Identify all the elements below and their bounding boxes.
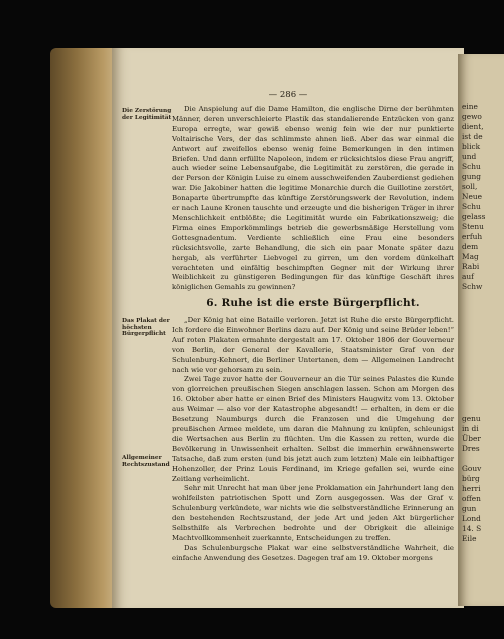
facing-page-line: erfuh	[462, 232, 483, 241]
facing-page-line: gewo	[462, 112, 482, 121]
facing-page-line: soll,	[462, 182, 478, 191]
facing-page-line: Neue	[462, 192, 482, 201]
facing-page-line: Lond	[462, 514, 481, 523]
facing-page-line: dem	[462, 242, 479, 251]
paragraph: Zwei Tage zuvor hatte der Gouverneur an die Tür seines Palastes die Kunde von glorreichen preußischen Siegen anschlagen lassen. Schon am Morgen des 16. Oktober aber hatte er einen Brief des Ministers Haugwitz vom 13. Oktober aus Weimar — also vor der Katastrophe abgesandt! — erhalten, in dem er die Besetzung Naumburgs durch die Franzosen und die Umgehung der preußischen Armee meldete, um daran die Mahnung zu knüpfen, schleunigst die Wertsachen aus Berlin zu flüchten. Um die Kassen zu retten, wurde die Bevölkerung in Unwissenheit erhalten. Selbst die immerhin erwähnenswerte Tatsache, daß zum ersten (und bis jetzt auch zum letzten) Male ein leibhaftiger Hohenzoller, der Prinz Louis Ferdinand, im Kriege gefallen sei, wurde eine Zeitlang verheimlicht.	[172, 375, 454, 483]
facing-page-line: herri	[462, 484, 481, 493]
facing-page-line: bürg	[462, 474, 480, 483]
facing-page-line: auf	[462, 272, 474, 281]
facing-page-line: dient,	[462, 122, 484, 131]
facing-page-line: gelass	[462, 212, 486, 221]
margin-note-plakat: Das Plakat der höchsten Bürgerpflicht	[122, 318, 170, 338]
facing-page-line: Dres	[462, 444, 480, 453]
margin-note-rechtszustand: Allgemeiner Rechtszustand	[122, 455, 170, 468]
facing-page-line: Schu	[462, 162, 481, 171]
section-1-body	[172, 105, 454, 293]
facing-page-line: gung	[462, 172, 481, 181]
facing-page-line: und	[462, 152, 477, 161]
facing-page-line: Stenu	[462, 222, 484, 231]
facing-page-line: Eile	[462, 534, 477, 543]
facing-page	[458, 54, 504, 606]
facing-page-line: blick	[462, 142, 481, 151]
facing-page-line: Gouv	[462, 464, 482, 473]
paragraph: „Der König hat eine Bataille verloren. Jetzt ist Ruhe die erste Bürgerpflicht. Ich fordere die Einwohner Berlins dazu auf. Der König und seine Brüder leben!“ Auf roten Plakaten ermahnte dergestalt am 17. Oktober 1806 der Gouverneur von Berlin, der General der Kavallerie, Staatsminister Graf von der Schulenburg-Kehnert, die Berliner Untertanen, dem — Allgemeinen Landrecht nach wie vor gehorsam zu sein.	[172, 316, 454, 374]
facing-page-line: Mag	[462, 252, 479, 261]
paragraph: Sehr mit Unrecht hat man über jene Proklamation ein Jahrhundert lang den wohlfeilsten patriotischen Spott und Zorn ausgegossen. Was der Graf v. Schulenburg verkündete, war nichts wie die selbstverständliche Erinnerung an den bestehenden Rechtszustand, der jede Art und jeden Akt bürgerlicher Selbsthilfe als Verbrechen bedrohte und der Obrigkeit die alleinige Machtvollkommenheit zuerkannte, Entscheidungen zu treffen.	[172, 484, 454, 542]
section-2-body	[172, 316, 454, 564]
book-page	[112, 48, 464, 608]
facing-page-line: Rabi	[462, 262, 480, 271]
page-number: — 286 —	[268, 90, 308, 100]
facing-page-line: Schw	[462, 282, 483, 291]
facing-page-line: Über	[462, 434, 481, 443]
facing-page-line: gun	[462, 504, 477, 513]
facing-page-line: ist de	[462, 132, 483, 141]
facing-page-line: eine	[462, 102, 478, 111]
margin-note-legitimitaet: Die Zerstörung der Legitimität	[122, 108, 172, 121]
paragraph: Das Schulenburgsche Plakat war eine selbstverständliche Wahrheit, die einfache Anwendung des Gesetzes. Dagegen traf am 19. Oktober morgens	[172, 543, 454, 562]
facing-page-line: genu	[462, 414, 481, 423]
section-heading: 6. Ruhe ist die erste Bürgerpflicht.	[206, 297, 420, 309]
paragraph: Die Anspielung auf die Dame Hamilton, die englische Dirne der berühmten Männer, deren unverschleierte Plastik das standalierende Entzücken von ganz Europa erregte, war gewiß ebenso wenig fein wie der nur punktierte Voltairische Vers, der das schlimmste ahnen ließ. Aber das war einmal die Antwort auf zweifellos ebenso wenig feine Bemerkungen in den intimen Briefen. Und dann erfüllte Napoleon, indem er rücksichtslos diese Frau angriff, auch wieder seine Lebensaufgabe, die Legitimität zu zerstören, die gerade in der Person der Königin Luise zu einem ausschweifenden Zauberdienst gediehen war. Die Jakobiner hatten die legitime Monarchie durch die Guillotine zerstört, Bonaparte übertrumpfte das künftige Zerstörungswerk der Revolution, indem er nach Laune Kronen tauschte und erzeugte und die bisherigen Träger in ihrer Menschlichkeit entblößte; die Legitimität wurde ein Fabrikationszweig; die Firma eines Emporkömmlings betrieb die gewerbsmäßige Herstellung vom Gottesgnadentum. Verdiente schließlich eine Frau eine besonders rücksichtsvolle, zarte Behandlung, die sich ein paar Monate später dazu hergab, als verführter Liebvogel zu girren, um den vordem dünkelhaft verachteten und einfältig beschimpften Gegner mit der Wirkung ihrer Weiblichkeit zu günstigeren Bedingungen für das künftige Geschäft ihres königlichen Gemahls zu gewinnen?	[172, 105, 454, 292]
facing-page-line: offen	[462, 494, 481, 503]
facing-page-line: in di	[462, 424, 479, 433]
facing-page-line: Schu	[462, 202, 481, 211]
facing-page-line: 14. S	[462, 524, 482, 533]
